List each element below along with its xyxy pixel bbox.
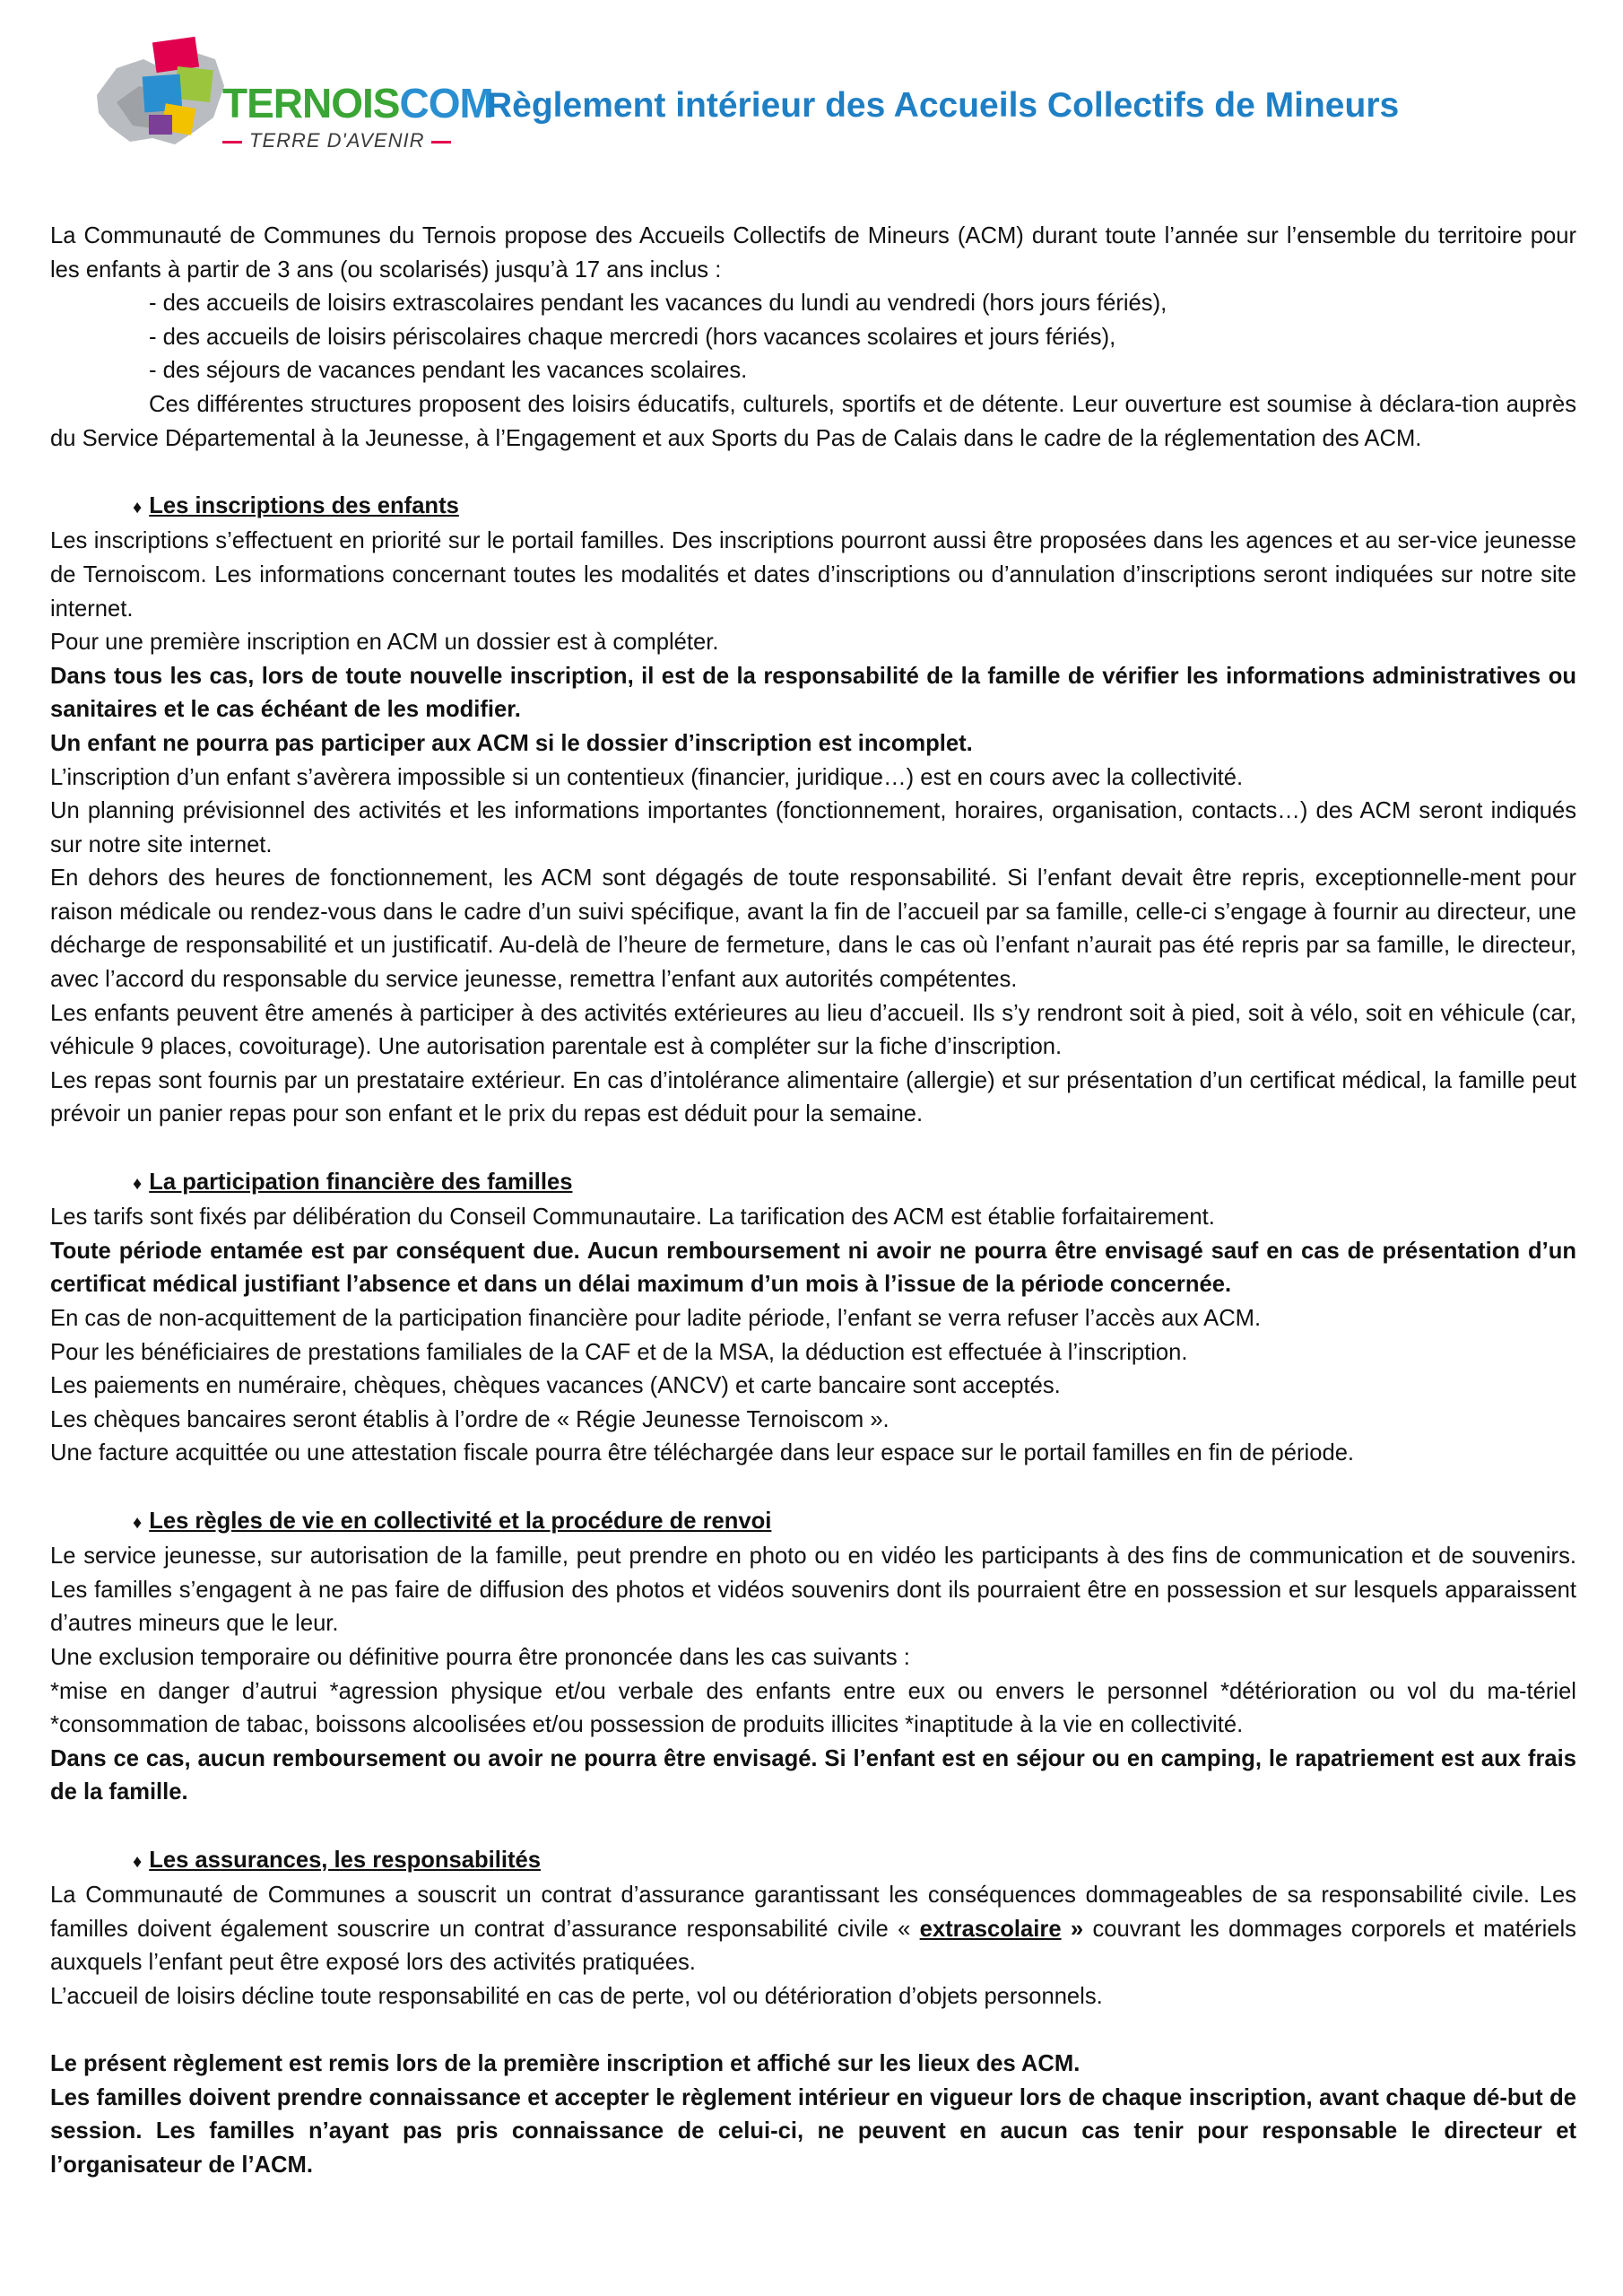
paragraph: Une exclusion temporaire ou définitive pourra être prononcée dans les cas suivants : bbox=[50, 1644, 910, 1670]
page-header bbox=[0, 0, 1623, 179]
emphasized-term: extrascolaire bbox=[919, 1916, 1062, 1942]
diamond-bullet-icon: ♦ bbox=[133, 1512, 143, 1533]
paragraph: Une facture acquittée ou une attestation fiscale pourra être téléchargée dans leur espace sur le portail familles en fin de période. bbox=[50, 1440, 1355, 1466]
paragraph: La Communauté de Communes a souscrit un contrat d’assurance garantissant les conséquences dommageables de sa responsabilité civile. Les familles doivent également souscrire un contrat d’assurance responsabilité civile « extrascolaire » couvrant les dommages corporels et matériels auxquels l’enfant peut être exposé lors des activités pratiquées. bbox=[50, 1883, 1576, 1976]
ternoiscom-logo bbox=[90, 32, 493, 167]
brand-tagline: TERRE D'AVENIR bbox=[215, 129, 458, 152]
paragraph: Les chèques bancaires seront établis à l’ordre de « Régie Jeunesse Ternoiscom ». bbox=[50, 1406, 890, 1432]
paragraph: En cas de non-acquittement de la participation financière pour ladite période, l’enfant se verra refuser l’accès aux ACM. bbox=[50, 1306, 1262, 1331]
paragraph: En dehors des heures de fonctionnement, les ACM sont dégagés de toute responsabilité. Si l’enfant devait être repris, exceptionnelle-ment pour raison médicale ou rendez-vous dans le cadre d’un suivi spécifique, avant la fin de l’accueil par sa famille, celle-ci s’engage à fournir au directeur, une décharge de responsabilité et un justificatif. Au-delà de l’heure de fermeture, dans le cas où l’enfant n’aurait pas été repris par sa famille, le directeur, avec l’accord du responsable du service jeunesse, remettra l’enfant aux autorités compétentes. bbox=[50, 865, 1576, 993]
paragraph: Pour les bénéficiaires de prestations familiales de la CAF et de la MSA, la déduction est effectuée à l’inscription. bbox=[50, 1339, 1188, 1365]
paragraph: *mise en danger d’autrui *agression physique et/ou verbale des enfants entre eux ou envers le personnel *détérioration ou vol du ma-tériel *consommation de tabac, boissons alcoolisées et/ou possession de produits illicites *inaptitude à la vie en collectivité. bbox=[50, 1678, 1576, 1738]
section-heading-participation: ♦ La participation financière des familles bbox=[133, 1169, 573, 1195]
bold-paragraph: Dans tous les cas, lors de toute nouvelle inscription, il est de la responsabilité de la famille de vérifier les informations administratives ou sanitaires et le cas échéant de les modifier. bbox=[50, 663, 1576, 723]
paragraph: Les paiements en numéraire, chèques, chèques vacances (ANCV) et carte bancaire sont acceptés. bbox=[50, 1373, 1061, 1399]
intro-list-item: - des accueils de loisirs périscolaires chaque mercredi (hors vacances scolaires et jours fériés), bbox=[149, 324, 1116, 350]
section-heading-inscriptions: ♦ Les inscriptions des enfants bbox=[133, 492, 459, 518]
intro-paragraph: La Communauté de Communes du Ternois propose des Accueils Collectifs de Mineurs (ACM) durant toute l’année sur l’ensemble du territoire pour les enfants à partir de 3 ans (ou scolarisés) jusqu’à 17 ans inclus : bbox=[50, 223, 1576, 283]
closing-paragraph: Les familles doivent prendre connaissance et accepter le règlement intérieur en vigueur lors de chaque inscription, avant chaque dé-but de session. Les familles n’ayant pas pris connaissance de celui-ci, ne peuvent en aucun cas tenir pour responsable le directeur et l’organisateur de l’ACM. bbox=[50, 2084, 1576, 2178]
diamond-bullet-icon: ♦ bbox=[133, 1851, 143, 1872]
diamond-bullet-icon: ♦ bbox=[133, 497, 143, 517]
intro-list-item: - des accueils de loisirs extrascolaires pendant les vacances du lundi au vendredi (hors jours fériés), bbox=[149, 291, 1167, 317]
paragraph: Pour une première inscription en ACM un dossier est à compléter. bbox=[50, 630, 719, 656]
bold-paragraph: Toute période entamée est par conséquent due. Aucun remboursement ni avoir ne pourra être envisagé sauf en cas de présentation d’un certificat médical justifiant l’absence et dans un délai maximum d’un mois à l’issue de la période concernée. bbox=[50, 1238, 1576, 1298]
bold-paragraph: Dans ce cas, aucun remboursement ou avoir ne pourra être envisagé. Si l’enfant est en séjour ou en camping, le rapatriement est aux frais de la famille. bbox=[50, 1745, 1576, 1805]
paragraph: Le service jeunesse, sur autorisation de la famille, peut prendre en photo ou en vidéo les participants à des fins de communication et de souvenirs. Les familles s’engagent à ne pas faire de diffusion des photos et vidéos souvenirs dont ils pourraient être en possession et sur lesquels apparaissent d’autres mineurs que le leur. bbox=[50, 1544, 1576, 1637]
paragraph: L’inscription d’un enfant s’avèrera impossible si un contentieux (financier, juridique…) est en cours avec la collectivité. bbox=[50, 764, 1244, 790]
section-heading-regles: ♦ Les règles de vie en collectivité et la procédure de renvoi bbox=[133, 1508, 772, 1534]
intro-list-item: - des séjours de vacances pendant les vacances scolaires. bbox=[149, 358, 748, 384]
intro-paragraph: Ces différentes structures proposent des loisirs éducatifs, culturels, sportifs et de détente. Leur ouverture est soumise à déclara-tion auprès du Service Départemental à la Jeunesse, à l’Engagement et aux Sports du Pas de Calais dans le cadre de la réglementation des ACM. bbox=[50, 391, 1576, 451]
diamond-bullet-icon: ♦ bbox=[133, 1173, 143, 1194]
paragraph: Les enfants peuvent être amenés à participer à des activités extérieures au lieu d’accueil. Ils s’y rendront soit à pied, soit à vélo, soit en véhicule (car, véhicule 9 places, covoiturage). Une autorisation parentale est à compléter sur la fiche d’inscription. bbox=[50, 1000, 1576, 1060]
paragraph: L’accueil de loisirs décline toute responsabilité en cas de perte, vol ou détérioration d’objets personnels. bbox=[50, 1983, 1103, 2009]
brand-name: TERNOISCOM bbox=[222, 80, 493, 126]
paragraph: Les repas sont fournis par un prestataire extérieur. En cas d’intolérance alimentaire (allergie) et sur présentation d’un certificat médical, la famille peut prévoir un panier repas pour son enfant et le prix du repas est déduit pour la semaine. bbox=[50, 1067, 1576, 1127]
paragraph: Un planning prévisionnel des activités et les informations importantes (fonctionnement, horaires, organisation, contacts…) des ACM seront indiqués sur notre site internet. bbox=[50, 798, 1576, 857]
bold-paragraph: Un enfant ne pourra pas participer aux ACM si le dossier d’inscription est incomplet. bbox=[50, 730, 973, 756]
document-body bbox=[50, 220, 1576, 2182]
document-title: Règlement intérieur des Accueils Collectifs de Mineurs bbox=[487, 86, 1400, 125]
paragraph: Les inscriptions s’effectuent en priorité sur le portail familles. Des inscriptions pourront aussi être proposées dans les agences et au ser-vice jeunesse de Ternoiscom. Les informations concernant toutes les modalités et dates d’inscriptions ou d’annulation d’inscriptions seront indiquées sur notre site internet. bbox=[50, 528, 1576, 622]
section-heading-assurances: ♦ Les assurances, les responsabilités bbox=[133, 1847, 541, 1873]
paragraph: Les tarifs sont fixés par délibération du Conseil Communautaire. La tarification des ACM est établie forfaitairement. bbox=[50, 1205, 1215, 1231]
closing-paragraph: Le présent règlement est remis lors de la première inscription et affiché sur les lieux des ACM. bbox=[50, 2051, 1081, 2077]
